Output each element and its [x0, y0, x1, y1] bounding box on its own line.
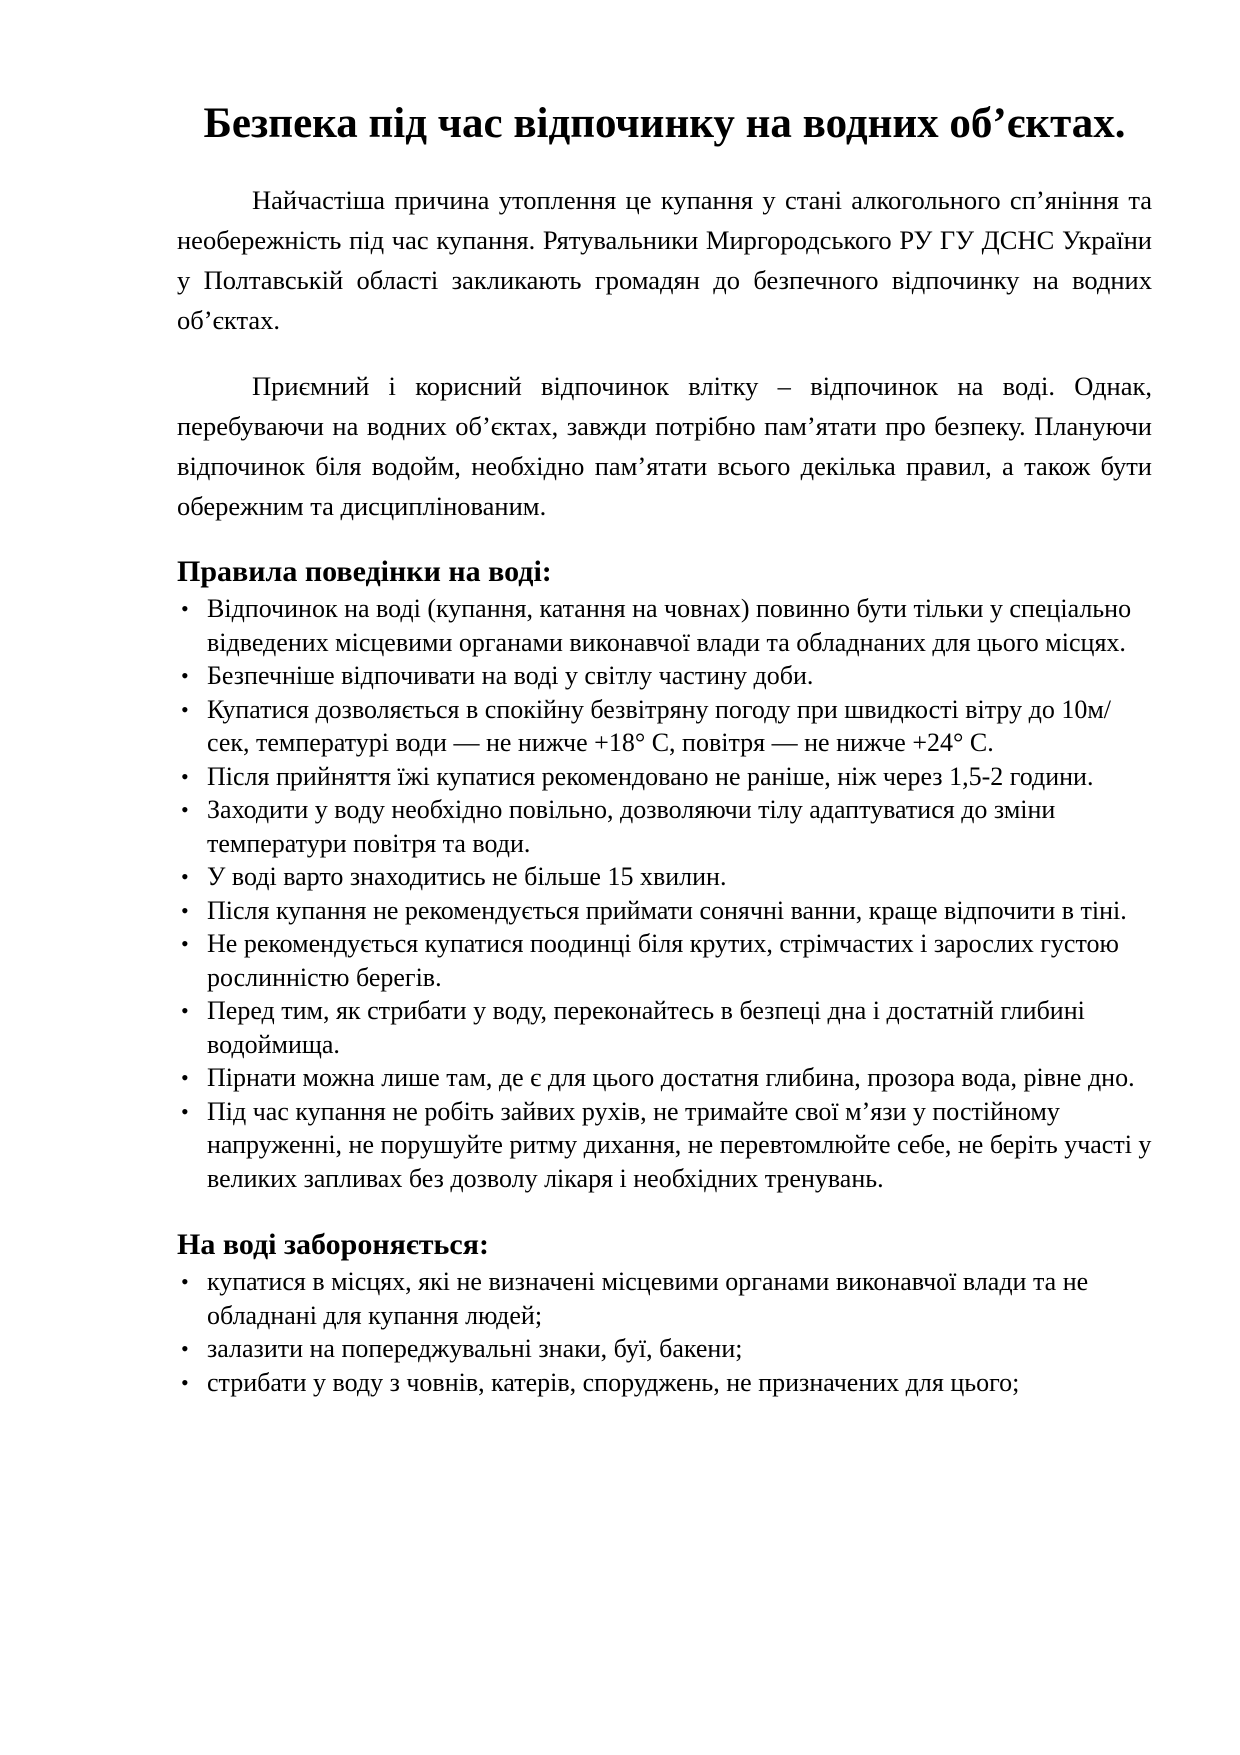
list-item — [177, 760, 1152, 794]
list-item-text: Перед тим, як стрибати у воду, переконайтесь в безпеці дна і достатній глибині водоймища. — [207, 996, 1085, 1059]
list-item-text: Після прийняття їжі купатися рекомендовано не раніше, ніж через 1,5-2 години. — [207, 761, 1094, 791]
section-heading-rules: Правила поведінки на воді: — [177, 555, 552, 588]
bullet-icon: • — [181, 596, 189, 621]
list-item — [177, 860, 1152, 894]
list-item — [177, 894, 1152, 928]
bullet-icon: • — [181, 696, 189, 722]
list-item-text: купатися в місцях, які не визначені місцевими органами виконавчої влади та не обладнані для купання людей; — [207, 1267, 1089, 1330]
bullet-icon: • — [181, 897, 189, 923]
list-item — [177, 1095, 1152, 1196]
list-item-text: Безпечніше відпочивати на воді у світлу частину доби. — [207, 661, 814, 690]
intro-paragraph-2: Приємний і корисний відпочинок влітку – відпочинок на воді. Однак, перебуваючи на водних об’єктах, завжди потрібно пам’ятати про безпеку. Плануючи відпочинок біля водойм, необхідно пам’ятати всього декілька правил, а також бути обережним та дисциплінованим. — [177, 371, 1152, 521]
list-item-text: Пірнати можна лише там, де є для цього достатня глибина, прозора вода, рівне дно. — [207, 1063, 1135, 1092]
list-item — [177, 927, 1152, 994]
bullet-icon: • — [181, 931, 189, 956]
list-item-text: Не рекомендується купатися поодинці біля крутих, стрімчастих і зарослих густою рослинністю берегів. — [207, 929, 1119, 992]
list-item — [177, 659, 1152, 693]
list-item-text: залазити на попереджувальні знаки, буї, бакени; — [207, 1334, 743, 1363]
list-item-text: Відпочинок на воді (купання, катання на човнах) повинно бути тільки у спеціально відведених місцевими органами виконавчої влади та обладнаних для цього місцях. — [207, 594, 1132, 657]
page-title: Безпека під час відпочинку на водних об’єктах. — [203, 100, 1126, 147]
prohibited-list — [177, 1265, 1152, 1399]
bullet-icon: • — [181, 1336, 189, 1361]
list-item-text: У воді варто знаходитись не більше 15 хвилин. — [207, 862, 727, 891]
list-item — [177, 1061, 1152, 1095]
list-item — [177, 1265, 1152, 1332]
list-item — [177, 1332, 1152, 1366]
bullet-icon: • — [181, 1098, 189, 1124]
list-item — [177, 793, 1152, 860]
list-item — [177, 693, 1152, 760]
bullet-icon: • — [181, 1269, 189, 1294]
intro-paragraph-1: Найчастіша причина утоплення це купання у стані алкогольного сп’яніння та необережність під час купання. Рятувальники Миргородського РУ ГУ ДСНС України у Полтавській області закликають громадян до безпечного відпочинку на водних об’єктах. — [177, 185, 1152, 335]
list-item-text: Заходити у воду необхідно повільно, дозволяючи тілу адаптуватися до зміни температури повітря та води. — [207, 795, 1056, 858]
rules-list — [177, 592, 1152, 1195]
bullet-icon: • — [181, 998, 189, 1023]
bullet-icon: • — [181, 1369, 189, 1395]
bullet-icon: • — [181, 763, 189, 789]
document-content — [177, 92, 1152, 1399]
list-item-text: Під час купання не робіть зайвих рухів, не тримайте свої м’язи у постійному напруженні, не порушуйте ритму дихання, не перевтомлюйте себе, не беріть участі у великих запливах без дозволу лікаря і необхідних тренувань. — [207, 1096, 1152, 1193]
list-item-text: Купатися дозволяється в спокійну безвітряну погоду при швидкості вітру до 10м/сек, температурі води — не нижче +18° С, повітря — не нижче +24° С. — [207, 694, 1111, 757]
bullet-icon: • — [181, 663, 189, 688]
bullet-icon: • — [181, 864, 189, 889]
list-item — [177, 994, 1152, 1061]
list-item — [177, 592, 1152, 659]
list-item — [177, 1366, 1152, 1400]
list-item-text: Після купання не рекомендується приймати сонячні ванни, краще відпочити в тіні. — [207, 895, 1127, 925]
list-item-text: стрибати у воду з човнів, катерів, споруджень, не призначених для цього; — [207, 1367, 1020, 1397]
section-heading-prohibited: На воді забороняється: — [177, 1228, 489, 1261]
bullet-icon: • — [181, 1065, 189, 1090]
bullet-icon: • — [181, 797, 189, 822]
